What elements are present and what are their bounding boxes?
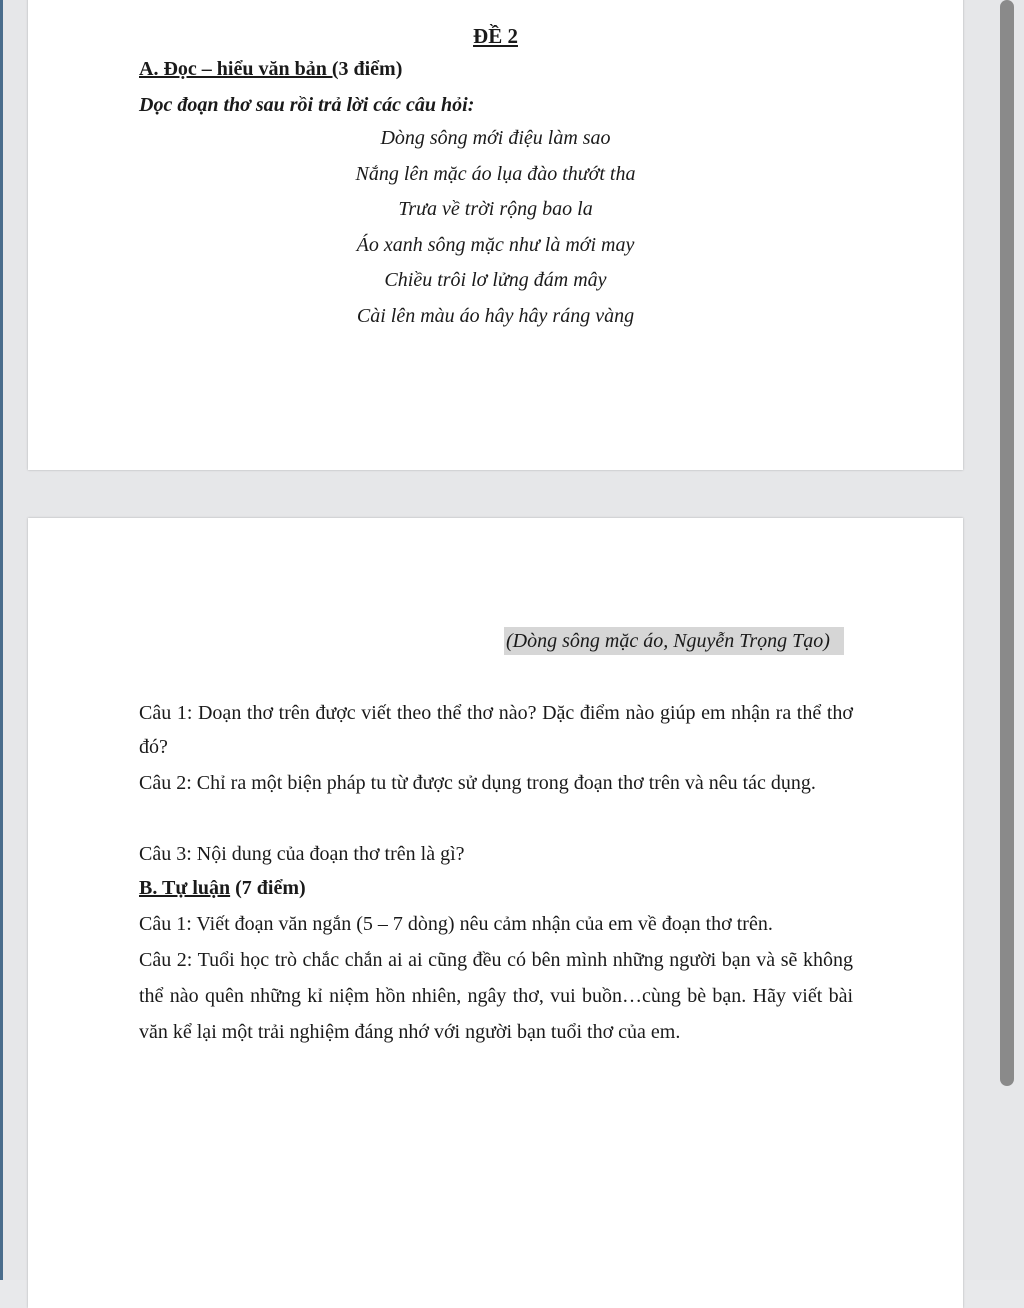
window-edge (0, 0, 3, 1280)
reading-instruction: Dọc đoạn thơ sau rồi trả lời các câu hỏi: (139, 94, 475, 116)
question-a3: Câu 3: Nội dung của đoạn thơ trên là gì? (139, 843, 465, 865)
poem-line: Trưa về trời rộng bao la (398, 198, 593, 220)
question-b2: Câu 2: Tuổi học trò chắc chắn ai ai cũng đều có bên mình những người bạn và sẽ không thể nào quên những kỉ niệm hồn nhiên, ngây thơ, vui buồn…cùng bè bạn. Hãy viết bài văn kể lại một trải nghiệm đáng nhớ với người bạn tuổi thơ của em. (139, 949, 853, 1043)
document-page-2 (28, 518, 963, 1308)
poem-citation: (Dòng sông mặc áo, Nguyễn Trọng Tạo) (504, 627, 844, 655)
poem-line: Cài lên màu áo hây hây ráng vàng (356, 304, 635, 327)
section-a-points: 3 điểm) (338, 58, 403, 80)
section-b-heading (139, 871, 306, 905)
question-a2: Câu 2: Chỉ ra một biện pháp tu từ được sử dụng trong đoạn thơ trên và nêu tác dụng. (139, 772, 816, 794)
section-b-points: (7 điểm) (230, 877, 306, 899)
poem-line: Áo xanh sông mặc như là mới may (356, 233, 635, 256)
poem-line: Chiều trôi lơ lửng đám mây (384, 269, 607, 291)
poem (28, 128, 963, 341)
document-page-1 (28, 0, 963, 470)
section-a-heading (139, 58, 402, 81)
poem-line: Dòng sông mới điệu làm sao (380, 127, 611, 149)
scrollbar-thumb[interactable] (1000, 0, 1014, 1086)
poem-line: Nắng lên mặc áo lụa đào thướt tha (355, 162, 636, 185)
section-b-label: B. Tự luận (139, 877, 231, 899)
question-a1: Câu 1: Doạn thơ trên được viết theo thể thơ nào? Dặc điểm nào giúp em nhận ra thể thơ đó? (139, 702, 853, 758)
section-a-label: A. Đọc – hiểu văn bản ( (139, 58, 339, 80)
exam-title: ĐỀ 2 (473, 24, 518, 48)
question-b1: Câu 1: Viết đoạn văn ngắn (5 – 7 dòng) nêu cảm nhận của em về đoạn thơ trên. (139, 913, 773, 935)
